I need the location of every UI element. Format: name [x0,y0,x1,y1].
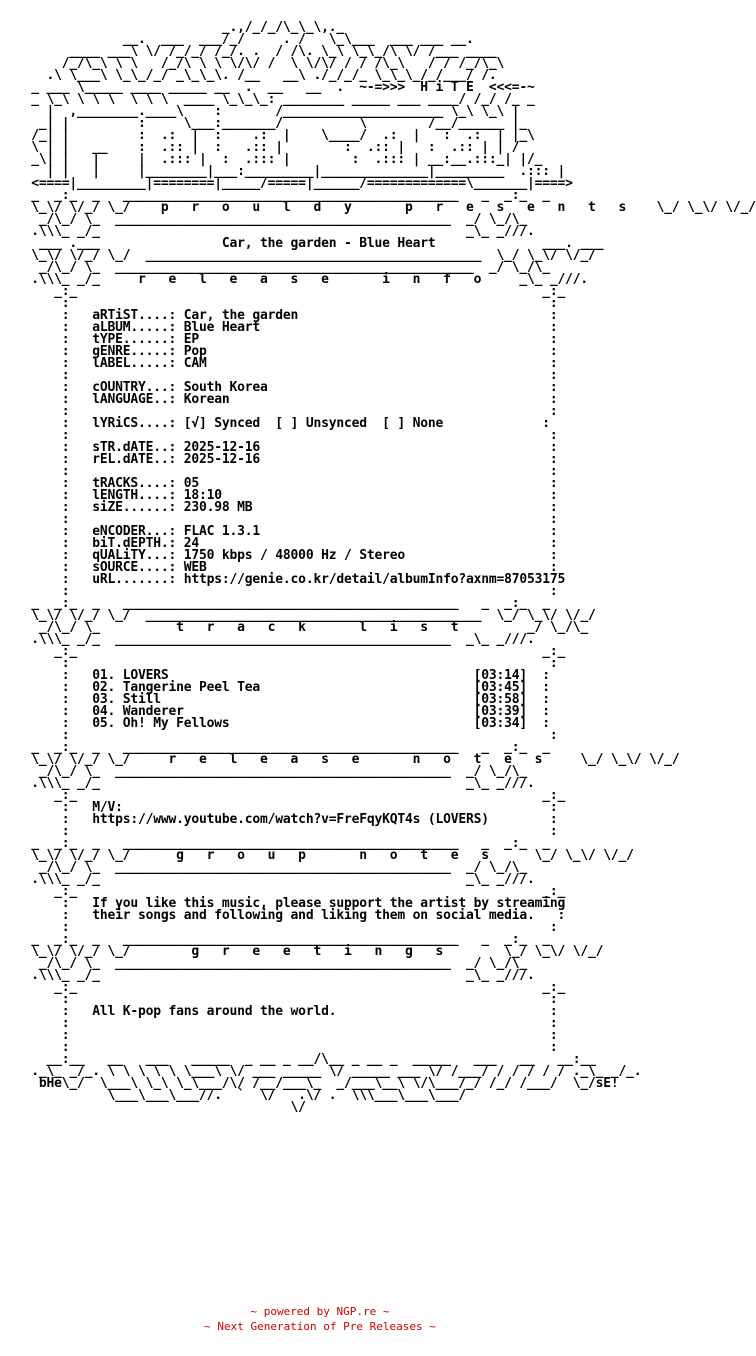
nfo-ascii-art: _.,/_/_/\_\_\,._ __. ___ ___/_/ . / \_\___ ___ ___ __. ____ ___\ \/ /_/_/ /_/. . / /\. \_\ \_\_/\ \/ /___ ____ /_/\_\ \ \ /_/\ \ \ \/\/ / \ \/\/ / / /\_\ / / /_/\_\ .\ \___\ \_\_/_/ _\_\_\. /__ __\ ./_/_/_ \_\_\_/_/___/ /. _ ___ \_____ ____ _____ __ . __ __ . ~-=>>> H i T E <<<=-~ _ \_\ \ \ \ \ \ \ ____ \_\_\_: ________ _____ ___ ____/ /_/ /_ _ | ,________.____\ : /_____________________ \_\ \_\ | _| | : \___:_______/ \ /__/______ |_ /_| | : .: | : .: | \____/ .: | : .: | |_\ \ | | __ : .:: | : .:: | : .:: | : .:: | | / _\| | | | .::: | : .::: | : .::: | __:__.:::_| |/_ | | | |________|___:_________|______________|_________ .::: | <====|_________|========|_____/=====|______/=============\_______|====> _ _:_ _ ____________________________________________ _ _:_ _ \_\/ \/_/ \_/ p r o u l d y p r e s e n t s \_/ \_\/ \/_/ _/\_/ \_ ____________________________________________ _/ \_/\_ .\\\_ _/_ _\_ _///. ___ .___ Car, the garden - Blue Heart ___. ___ \_\/ \/_/ \_/ ____________________________________________ \_/ \_\/ \/_/ _/\_/ \_ _______________________________________________ _/ \_/\_ .\\\_ _/_ r e l e a s e i n f o _\_ _///. _:_ _:_ : : : aRTiST....: Car, the garden : : aLBUM.....: Blue Heart : : tYPE......: EP : : gENRE.....: Pop : : lABEL.....: CAM : : : : cOUNTRY...: South Korea : : lANGUAGE..: Korean : : : : lYRiCS....: [√] Synced [ ] Unsynced [ ] None : : : : sTR.dATE..: 2025-12-16 : : rEL.dATE..: 2025-12-16 : : : : tRACKS....: 05 : : lENGTH....: 18:10 : : siZE......: 230.98 MB : : : : eNCODER...: FLAC 1.3.1 : : biT.dEPTH.: 24 : : qUALiTY...: 1750 kbps / 48000 Hz / Stereo : : sOURCE....: WEB : : uRL.......: https://genie.co.kr/detail/albumInfo?axnm=87053175 : : _ _:_ _ ____________________________________________ _ _:_ _ \_\/ \/_/ \_/ ____________________________________________ \_/ \_\/ \/_/ _/\_/ \_ t r a c k l i s t _/ \_/\_ .\\\_ _/_ ____________________________________________ _\_ _///. _:_ _:_ : : : 01. LOVERS [03:14] : : 02. Tangerine Peel Tea [03:45] : : 03. Still [03:58] : : 04. Wanderer [03:39] : : 05. Oh! My Fellows [03:34] : : : _ _:_ _ ____________________________________________ _ _:_ _ \_\/ \/_/ \_/ r e l e a s e n o t e s \_/ \_\/ \/_/ _/\_/ \_ ____________________________________________ _/ \_/\_ .\\\_ _/_ _\_ _///. _:_ _:_ : M/V: : : https://www.youtube.com/watch?v=FreFqyKQT4s (LOVERS) : : : _ _:_ _ ____________________________________________ _ _:_ _ \_\/ \/_/ \_/ g r o u p n o t e s \_/ \_\/ \/_/ _/\_/ \_ ____________________________________________ _/ \_/\_ .\\\_ _/_ _\_ _///. _:_ _:_ : If you like this music, please support the artist by streaming : their songs and following and liking them on social media. : : : _ _:_ _ ____________________________________________ _ _:_ _ \_\/ \/_/ \_/ g r e e t i n g s \_/ \_\/ \/_/ _/\_/ \_ ____________________________________________ _/ \_/\_ .\\\_ _/_ _\_ _///. _:_ _:_ : : : All K-pop fans around the world. : : : : : : : __:__ __ ___ _____ _ __ _ __/\__ _ __ _ _____ ___ __ __:__ ._\_ _/_. \ \ \ \ \ \___\ \/ ___ _____ \/ _____ ___ \/ /___/ / / / / / ._\_ _/_. bHe\_/ \___\ \_\ \_\___/\/ /__/___\_ _/___\__\ \/\___/_/ /_/ /___/ \_/sE! \___\___\___//. ` \/ .\/ . \\\___\___\___/ \/ [31,20,756,1115]
footer-tagline: ~ Next Generation of Pre Releases ~ [204,1320,436,1333]
footer [0,1304,640,1334]
footer-powered-by: ~ powered by NGP.re ~ [250,1305,390,1318]
